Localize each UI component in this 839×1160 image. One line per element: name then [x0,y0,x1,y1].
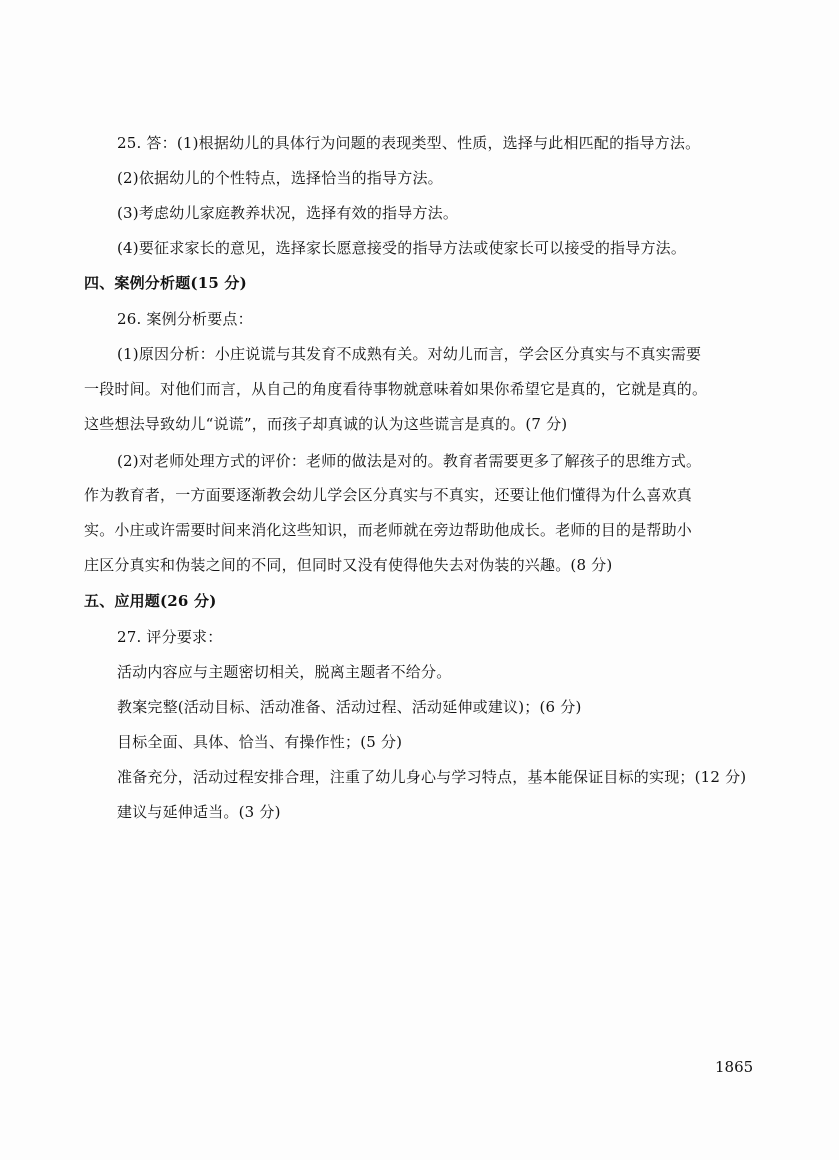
q27-title: 27. 评分要求： [117,628,223,646]
q25-answer-line-3: (3)考虑幼儿家庭教养状况，选择有效的指导方法。 [117,204,459,222]
q27-requirement-1: 活动内容应与主题密切相关，脱离主题者不给分。 [117,663,452,681]
q26-para1-line-2: 一段时间。对他们而言，从自己的角度看待事物就意味着如果你希望它是真的，它就是真的。 [84,380,708,398]
q26-para2-line-3: 实。小庄或许需要时间来消化这些知识，而老师就在旁边帮助他成长。老师的目的是帮助小 [84,521,693,539]
section-4-heading: 四、案例分析题(15 分) [84,274,247,292]
q27-requirement-3: 目标全面、具体、恰当、有操作性；(5 分) [117,733,403,751]
q26-title: 26. 案例分析要点： [117,310,253,328]
q25-answer-line-4: (4)要征求家长的意见，选择家长愿意接受的指导方法或使家长可以接受的指导方法。 [117,239,687,257]
q26-para2-line-4: 庄区分真实和伪装之间的不同，但同时又没有使得他失去对伪装的兴趣。(8 分) [84,556,613,574]
q26-para1-line-3: 这些想法导致幼儿“说谎”，而孩子却真诚的认为这些谎言是真的。(7 分) [84,415,568,433]
q27-requirement-4: 准备充分，活动过程安排合理，注重了幼儿身心与学习特点，基本能保证目标的实现；(12 分) [117,768,747,786]
q26-para2-line-2: 作为教育者，一方面要逐渐教会幼儿学会区分真实与不真实，还要让他们懂得为什么喜欢真 [84,486,693,504]
q27-requirement-5: 建议与延伸适当。(3 分) [117,803,281,821]
q26-para1-line-1: (1)原因分析：小庄说谎与其发育不成熟有关。对幼儿而言，学会区分真实与不真实需要 [117,345,702,363]
q25-answer-line-2: (2)依据幼儿的个性特点，选择恰当的指导方法。 [117,169,443,187]
q26-para2-line-1: (2)对老师处理方式的评价：老师的做法是对的。教育者需要更多了解孩子的思维方式。 [117,452,702,470]
q27-requirement-2: 教案完整(活动目标、活动准备、活动过程、活动延伸或建议)；(6 分) [117,698,582,716]
page-number: 1865 [715,1058,754,1076]
section-5-heading: 五、应用题(26 分) [84,592,217,610]
q25-answer-line-1: 25. 答：(1)根据幼儿的具体行为问题的表现类型、性质，选择与此相匹配的指导方法。 [117,134,701,152]
